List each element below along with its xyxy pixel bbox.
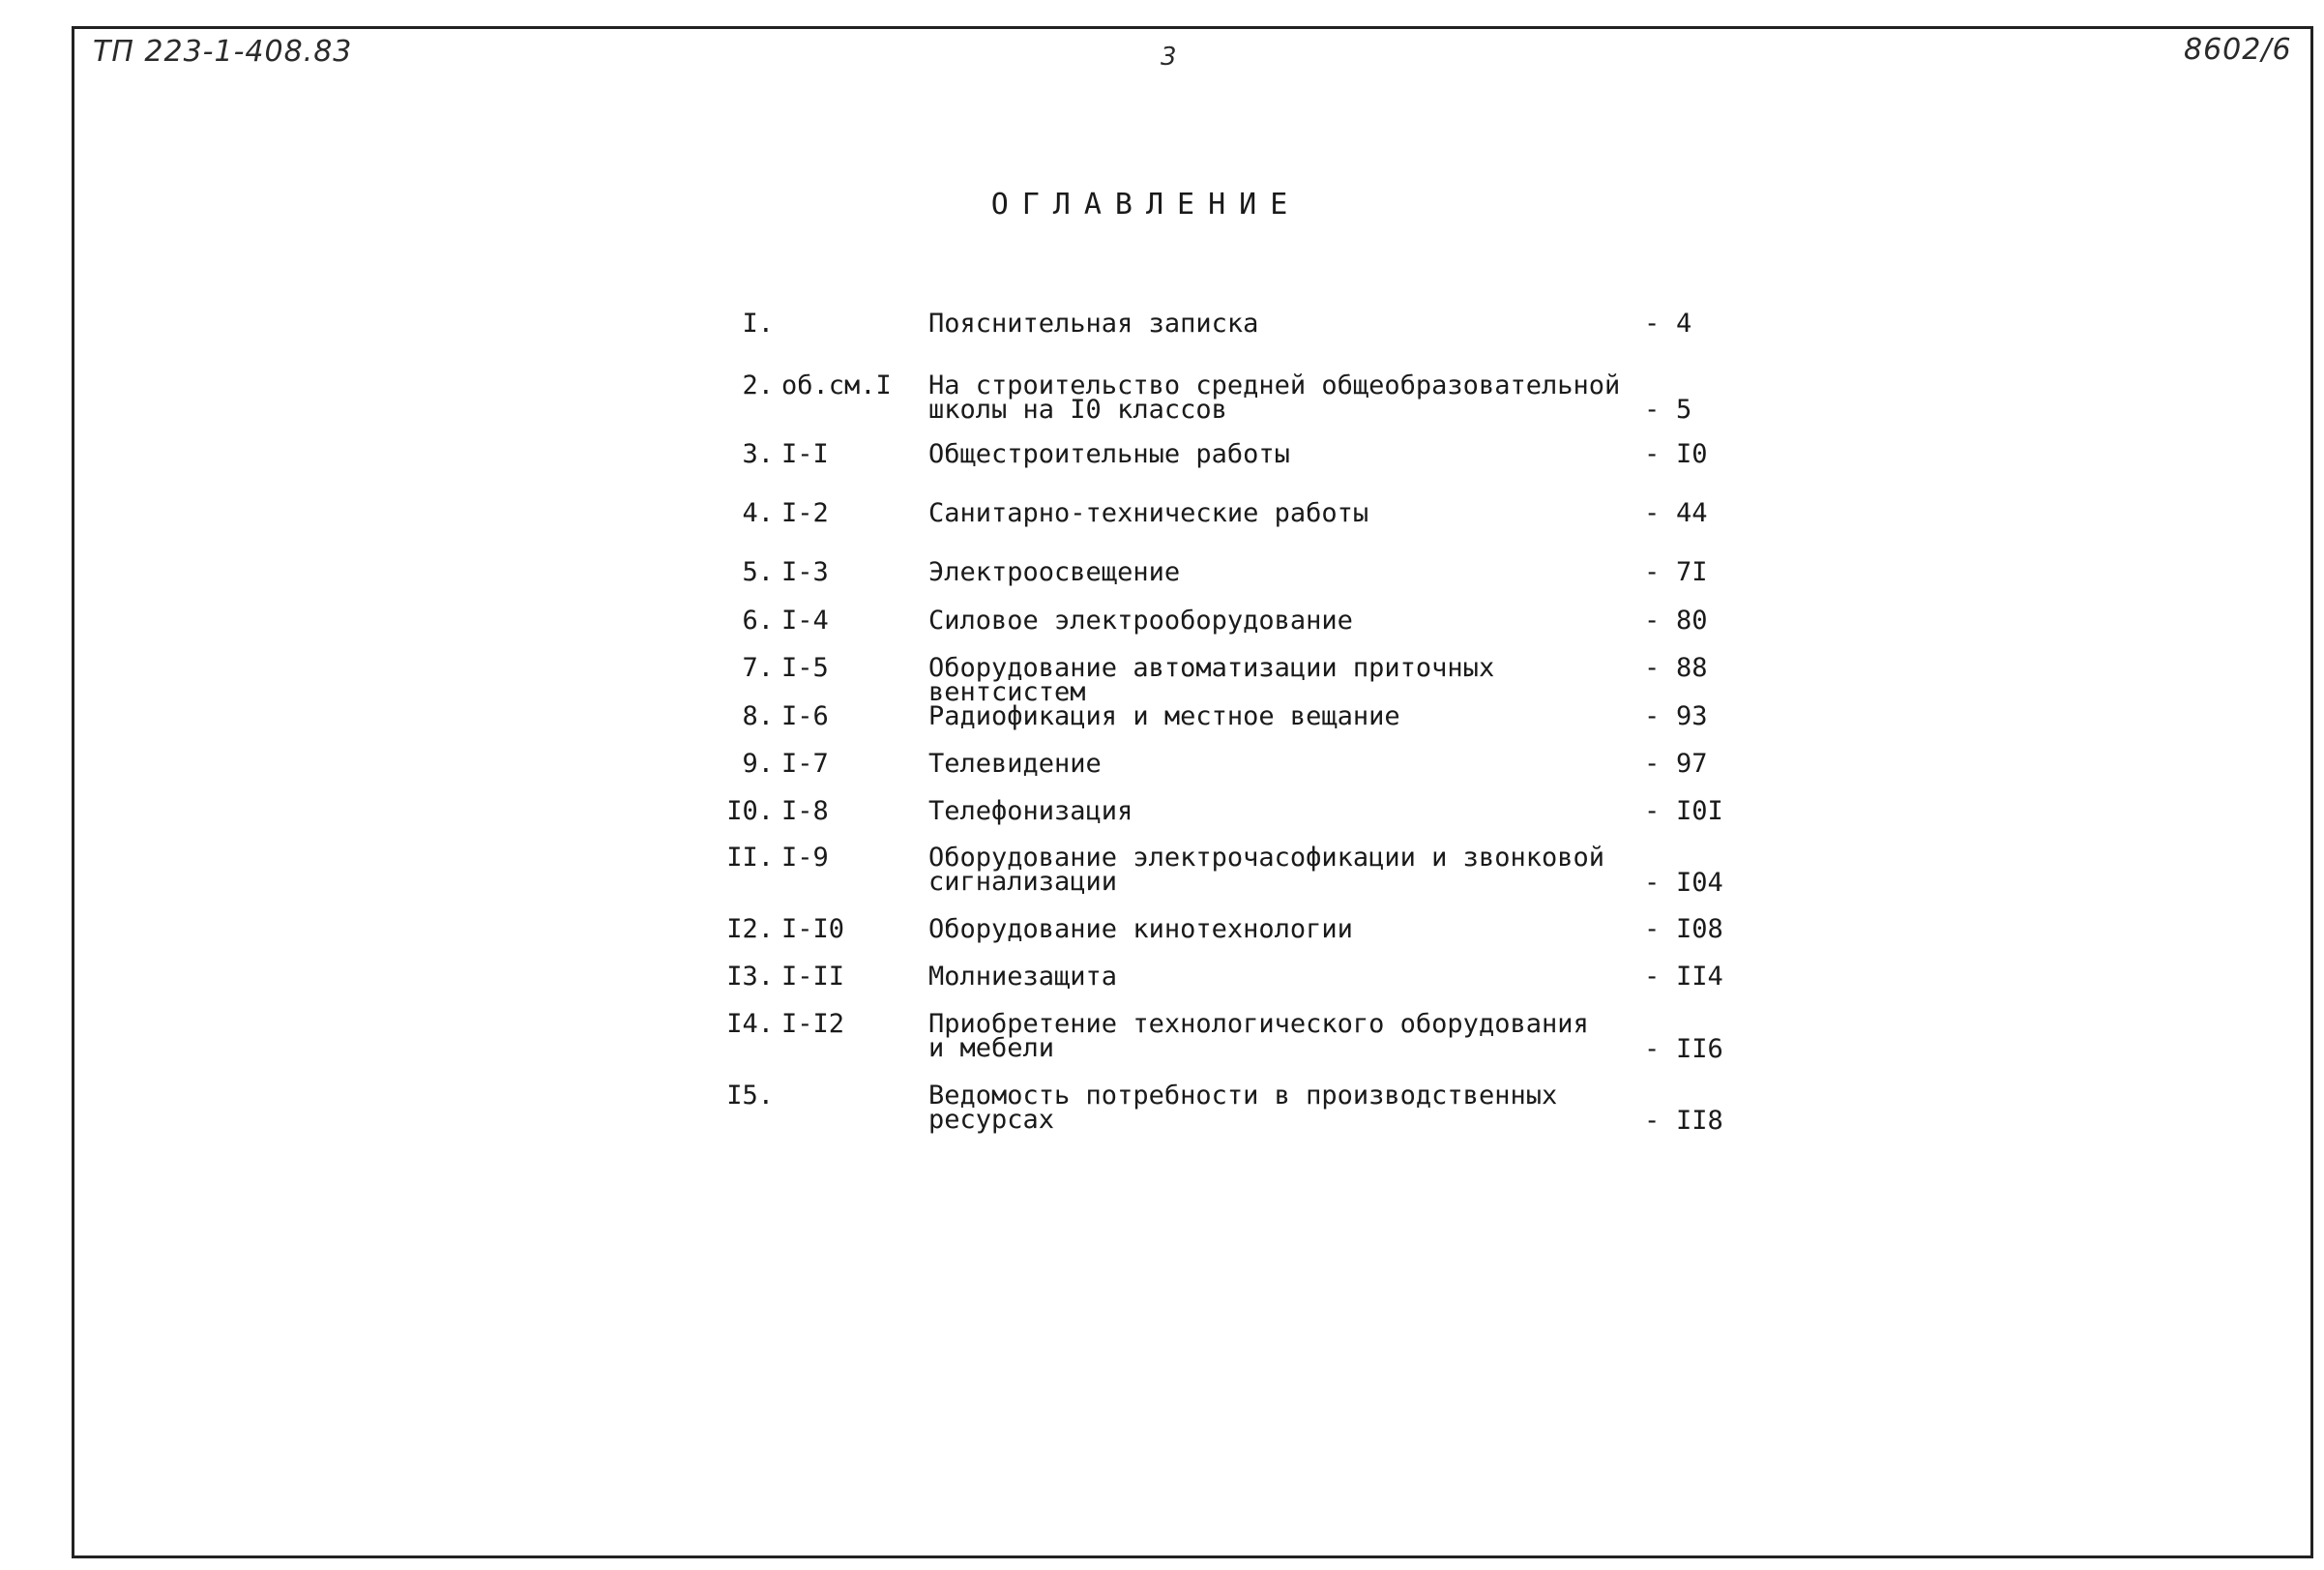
- entry-code: I-7: [781, 749, 829, 779]
- entry-code: I-I2: [781, 1009, 845, 1039]
- entry-code: I-8: [781, 796, 829, 826]
- entry-page: II8: [1676, 1106, 1723, 1136]
- entry-dash: -: [1644, 749, 1661, 779]
- entry-code: об.см.I: [781, 370, 892, 400]
- entry-number: 3.: [742, 439, 774, 469]
- entry-code: I-4: [781, 606, 829, 636]
- entry-number: I.: [742, 309, 774, 339]
- entry-dash: -: [1644, 439, 1661, 469]
- entry-dash: -: [1644, 796, 1661, 826]
- entry-title: Приобретение технологического оборудования и мебели: [928, 1009, 1589, 1063]
- entry-dash: -: [1644, 557, 1661, 587]
- entry-number: I5.: [726, 1081, 774, 1111]
- entry-page: 88: [1676, 653, 1708, 683]
- entry-dash: -: [1644, 498, 1661, 528]
- page-number: 3: [1161, 43, 1178, 72]
- entry-number: 6.: [742, 606, 774, 636]
- entry-title: Оборудование электрочасофикации и звонковой сигнализации: [928, 843, 1604, 897]
- entry-title: Оборудование кинотехнологии: [928, 914, 1353, 944]
- entry-code: I-9: [781, 843, 829, 873]
- entry-dash: -: [1644, 914, 1661, 944]
- entry-dash: -: [1644, 962, 1661, 992]
- entry-dash: -: [1644, 1106, 1661, 1136]
- entry-number: 9.: [742, 749, 774, 779]
- entry-page: I0I: [1676, 796, 1723, 826]
- entry-title: Электроосвещение: [928, 557, 1181, 587]
- entry-title: Пояснительная записка: [928, 309, 1259, 339]
- entry-page: 80: [1676, 606, 1708, 636]
- entry-code: I-5: [781, 653, 829, 683]
- entry-dash: -: [1644, 868, 1661, 898]
- entry-dash: -: [1644, 701, 1661, 731]
- entry-page: I04: [1676, 868, 1723, 898]
- entry-page: I08: [1676, 914, 1723, 944]
- entry-dash: -: [1644, 1034, 1661, 1064]
- entry-title: Общестроительные работы: [928, 439, 1290, 469]
- entry-code: I-I: [781, 439, 829, 469]
- entry-title: Радиофикация и местное вещание: [928, 701, 1400, 731]
- entry-number: I0.: [726, 796, 774, 826]
- entry-code: I-2: [781, 498, 829, 528]
- entry-code: I-3: [781, 557, 829, 587]
- entry-dash: -: [1644, 606, 1661, 636]
- entry-dash: -: [1644, 653, 1661, 683]
- page-title: ОГЛАВЛЕНИЕ: [990, 188, 1302, 222]
- entry-title: Санитарно-технические работы: [928, 498, 1369, 528]
- entry-number: 2.: [742, 370, 774, 400]
- entry-number: I4.: [726, 1009, 774, 1039]
- entry-page: 4: [1676, 309, 1692, 339]
- entry-number: 4.: [742, 498, 774, 528]
- entry-title: Молниезащита: [928, 962, 1118, 992]
- entry-page: 44: [1676, 498, 1708, 528]
- entry-title: Ведомость потребности в производственных ресурсах: [928, 1081, 1558, 1135]
- sheet-code: 8602/6: [2184, 33, 2292, 67]
- entry-title: Силовое электрооборудование: [928, 606, 1353, 636]
- entry-number: I3.: [726, 962, 774, 992]
- entry-title: Телевидение: [928, 749, 1102, 779]
- entry-code: I-II: [781, 962, 845, 992]
- entry-number: 7.: [742, 653, 774, 683]
- entry-page: 5: [1676, 395, 1692, 425]
- entry-number: 5.: [742, 557, 774, 587]
- entry-title: Оборудование автоматизации приточных вентсистем: [928, 653, 1495, 707]
- entry-number: I2.: [726, 914, 774, 944]
- entry-number: 8.: [742, 701, 774, 731]
- entry-page: 7I: [1676, 557, 1708, 587]
- entry-dash: -: [1644, 395, 1661, 425]
- entry-number: II.: [726, 843, 774, 873]
- entry-page: II6: [1676, 1034, 1723, 1064]
- entry-title: Телефонизация: [928, 796, 1133, 826]
- document-code: ТП 223-1-408.83: [93, 35, 353, 69]
- entry-page: 97: [1676, 749, 1708, 779]
- entry-page: I0: [1676, 439, 1708, 469]
- entry-dash: -: [1644, 309, 1661, 339]
- entry-page: 93: [1676, 701, 1708, 731]
- entry-page: II4: [1676, 962, 1723, 992]
- entry-code: I-6: [781, 701, 829, 731]
- entry-code: I-I0: [781, 914, 845, 944]
- entry-title: На строительство средней общеобразовательной школы на I0 классов: [928, 370, 1621, 425]
